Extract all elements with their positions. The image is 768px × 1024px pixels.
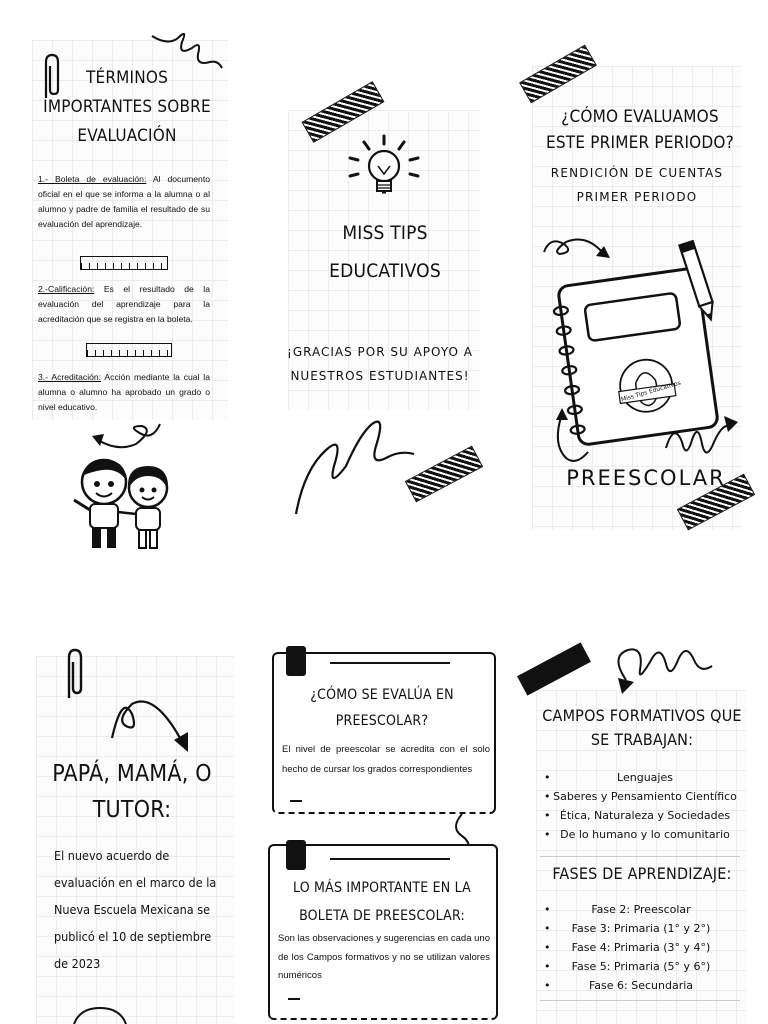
circle-doodle-icon — [70, 1006, 130, 1024]
card-line-decoration — [330, 858, 450, 860]
card-line-decoration — [288, 998, 300, 1000]
ruler-icon — [86, 343, 172, 357]
brand-name-line1: MISS TIPS — [342, 222, 428, 244]
lightbulb-icon — [344, 132, 424, 212]
term-2 — [38, 282, 210, 327]
campos-list — [544, 768, 746, 844]
card2-text: Son las observaciones y sugerencias en cada uno de los Campos formativos y no se utilizan valores numéricos — [278, 933, 490, 981]
card1-title: ¿CÓMO SE EVALÚA EN PREESCOLAR? — [310, 687, 454, 729]
loops-arrow-icon — [662, 412, 742, 472]
term-3-label: 3.- Acreditación: — [38, 372, 102, 382]
list-item: • Fase 5: Primaria (5° y 6°) — [544, 957, 738, 976]
term-2-text: Es el resultado de la evaluación del aprendizaje para la acreditación que se registra en la boleta. — [38, 284, 210, 324]
thanks-text: ¡GRACIAS POR SU APOYO A NUESTROS ESTUDIANTES! — [287, 345, 473, 383]
subtitle-rendicion: RENDICIÓN DE CUENTAS — [550, 166, 724, 180]
list-item: • Lenguajes — [544, 768, 746, 787]
fases-title: FASES DE APRENDIZAJE: — [552, 864, 732, 883]
term-3-text: Acción mediante la cual la alumna o alumno ha aprobado un grado o nivel educativo. — [38, 372, 210, 412]
card2-title: LO MÁS IMPORTANTE EN LA BOLETA DE PREESCOLAR: — [293, 880, 471, 924]
terminos-title: TÉRMINOS IMPORTANTES SOBRE EVALUACIÓN — [43, 68, 211, 146]
curved-arrow-icon — [108, 690, 194, 758]
curved-arrow-icon — [88, 418, 164, 454]
divider — [540, 1000, 740, 1001]
list-item: • Saberes y Pensamiento Científico — [544, 787, 746, 806]
stamp-text: Miss Tips Educativos — [620, 379, 682, 404]
children-illustration-icon — [68, 452, 180, 556]
card-line-decoration — [330, 662, 450, 664]
level-preescolar: PREESCOLAR — [566, 466, 726, 490]
loops-arrow-icon — [604, 636, 716, 696]
loop-squiggle-icon — [290, 410, 420, 520]
term-3 — [38, 370, 210, 415]
term-2-label: 2.-Calificación: — [38, 284, 95, 294]
term-1-label: 1.- Boleta de evaluación: — [38, 174, 147, 184]
ruler-icon — [80, 256, 168, 270]
padres-body: El nuevo acuerdo de evaluación en el marco de la Nueva Escuela Mexicana se publicó el 10 de septiembre de 2023 — [54, 848, 217, 971]
subtitle-periodo: PRIMER PERIODO — [576, 190, 698, 204]
divider — [540, 856, 740, 857]
list-item: • De lo humano y lo comunitario — [544, 825, 746, 844]
list-item: • Fase 6: Secundaria — [544, 976, 738, 995]
campos-title: CAMPOS FORMATIVOS QUE SE TRABAJAN: — [542, 706, 742, 749]
evaluamos-title: ¿CÓMO EVALUAMOS ESTE PRIMER PERIODO? — [546, 107, 734, 153]
fases-list — [544, 900, 738, 995]
card1-text: El nivel de preescolar se acredita con el solo hecho de cursar los grados correspondientes — [282, 744, 490, 775]
term-1 — [38, 172, 210, 232]
curved-arrow-icon — [548, 408, 604, 468]
binder-clip-icon — [286, 646, 306, 676]
binder-clip-icon — [286, 840, 306, 870]
list-item: • Ética, Naturaleza y Sociedades — [544, 806, 746, 825]
black-tape-decoration — [517, 642, 591, 695]
term-1-text: Al documento oficial en el que se informa a la alumna o al alumno y padre de familia el resultado de su evaluación del aprendizaje. — [38, 174, 210, 229]
list-item: • Fase 3: Primaria (1° y 2°) — [544, 919, 738, 938]
brand-name-line2: EDUCATIVOS — [329, 260, 441, 282]
list-item: • Fase 4: Primaria (3° y 4°) — [544, 938, 738, 957]
padres-heading: PAPÁ, MAMÁ, O TUTOR: — [52, 761, 212, 823]
list-item: • Fase 2: Preescolar — [544, 900, 738, 919]
card-line-decoration — [290, 800, 302, 802]
paperclip-icon — [60, 646, 88, 702]
